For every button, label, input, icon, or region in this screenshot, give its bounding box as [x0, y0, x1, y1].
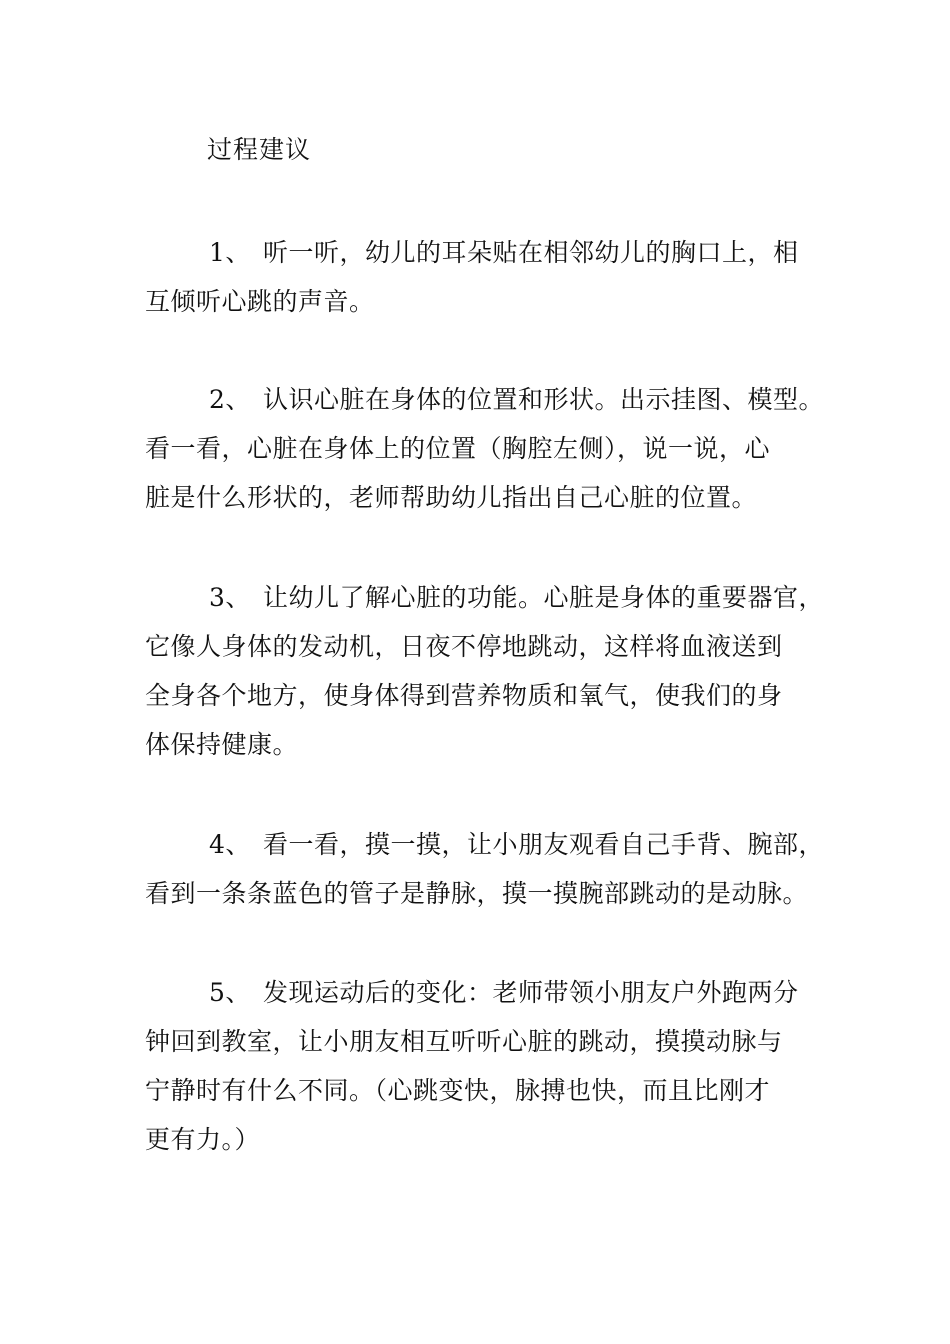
- paragraph-line: [145, 573, 825, 622]
- paragraph-line: 互倾听心跳的声音。: [145, 287, 375, 316]
- line-text: 发现运动后的变化：老师带领小朋友户外跑两分: [263, 978, 799, 1007]
- list-item-4: [145, 820, 825, 918]
- line-text: 看一看，摸一摸，让小朋友观看自己手背、腕部，: [263, 830, 825, 859]
- line-text: 认识心脏在身体的位置和形状。出示挂图、模型。: [263, 385, 825, 414]
- item-number: 4、: [209, 830, 251, 859]
- list-item-3: [145, 573, 825, 769]
- paragraph-line: 宁静时有什么不同。（心跳变快，脉搏也快，而且比刚才: [145, 1076, 771, 1105]
- section-heading: 过程建议: [207, 135, 312, 164]
- paragraph-line: 体保持健康。: [145, 730, 299, 759]
- paragraph-line: [145, 375, 825, 424]
- paragraph-line: 更有力。）: [145, 1125, 261, 1154]
- line-text: 让幼儿了解心脏的功能。心脏是身体的重要器官，: [263, 583, 825, 612]
- paragraph-line: [145, 968, 815, 1017]
- list-item-2: [145, 375, 825, 522]
- paragraph-line: 脏是什么形状的，老师帮助幼儿指出自己心脏的位置。: [145, 483, 758, 512]
- list-item-5: [145, 968, 815, 1164]
- list-item-1: [145, 228, 815, 326]
- paragraph-line: 全身各个地方，使身体得到营养物质和氧气，使我们的身: [145, 681, 783, 710]
- paragraph-line: [145, 820, 825, 869]
- paragraph-line: 钟回到教室，让小朋友相互听听心脏的跳动，摸摸动脉与: [145, 1027, 783, 1056]
- line-text: 听一听，幼儿的耳朵贴在相邻幼儿的胸口上，相: [263, 238, 799, 267]
- item-number: 5、: [209, 978, 251, 1007]
- paragraph-line: 看一看，心脏在身体上的位置（胸腔左侧），说一说，心: [145, 434, 771, 463]
- item-number: 1、: [209, 238, 251, 267]
- item-number: 2、: [209, 385, 251, 414]
- item-number: 3、: [209, 583, 251, 612]
- paragraph-line: [145, 228, 815, 277]
- paragraph-line: 看到一条条蓝色的管子是静脉，摸一摸腕部跳动的是动脉。: [145, 879, 809, 908]
- paragraph-line: 它像人身体的发动机，日夜不停地跳动，这样将血液送到: [145, 632, 783, 661]
